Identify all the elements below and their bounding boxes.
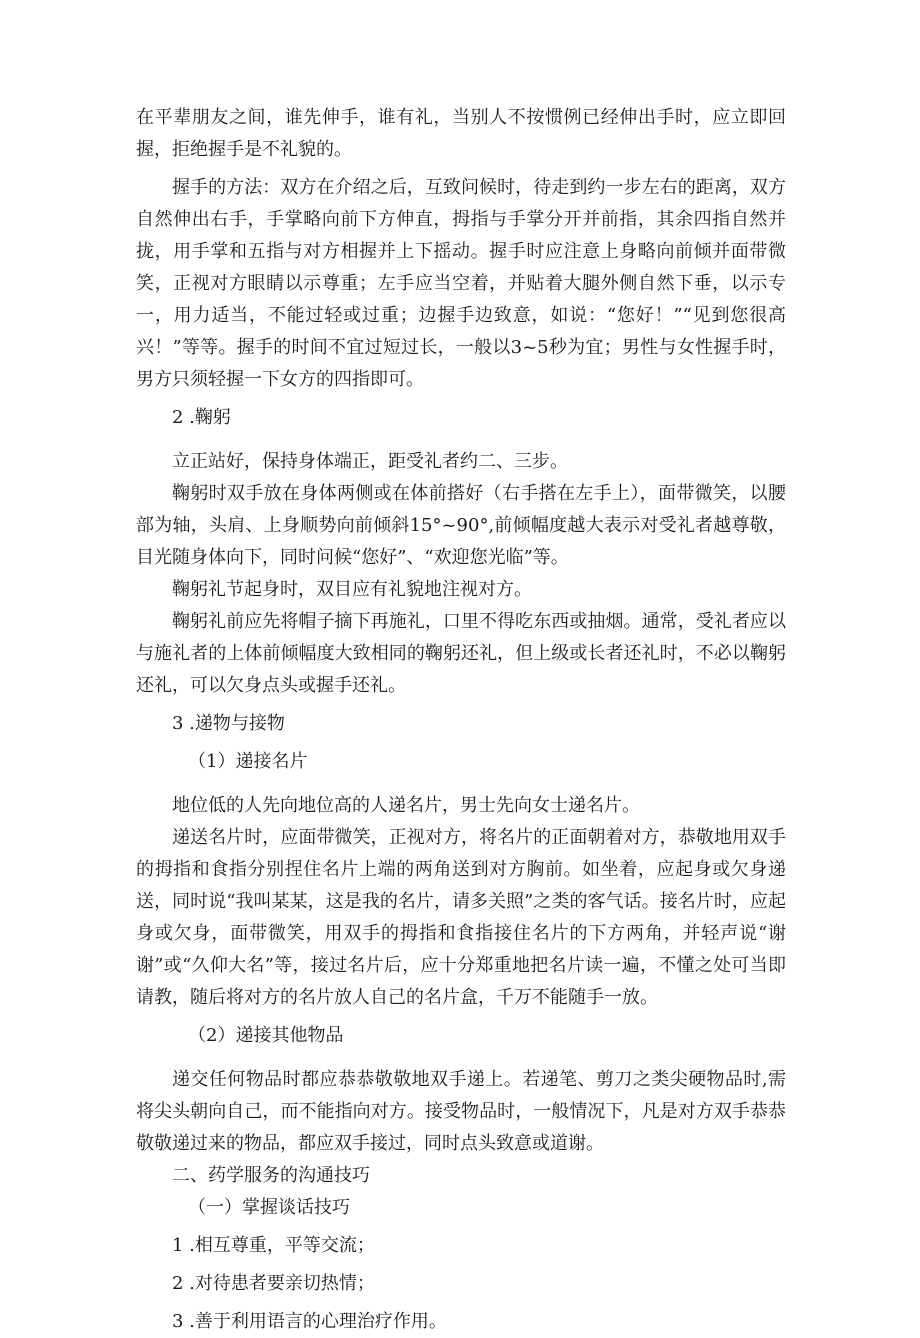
list-item-3: 3 .善于利用语言的心理治疗作用。 <box>172 1311 447 1332</box>
subheading-business-card: （1）递接名片 <box>188 751 308 772</box>
paragraph-handshake-method: 握手的方法：双方在介绍之后，互致问候时，待走到约一步左右的距离，双方自然伸出右手，手掌略向前下方伸直，拇指与手掌分开并前指，其余四指自然并拢，用手掌和五指与对方相握并上下摇动。握手时应注意上身略向前倾并面带微笑，正视对方眼睛以示尊重；左手应当空着，并贴着大腿外侧自然下垂，以示专一，用力适当，不能过轻或过重；边握手边致意，如说：“您好！”“见到您很高兴！”等等。握手的时间不宜过短过长，一般以3~5秒为宜；男性与女性握手时，男方只须轻握一下女方的四指即可。 <box>136 177 786 390</box>
section-heading-communication: 二、药学服务的沟通技巧 <box>172 1165 370 1186</box>
paragraph-bow-stance: 立正站好，保持身体端正，距受礼者约二、三步。 <box>172 451 568 472</box>
paragraph-card-order: 地位低的人先向地位高的人递名片，男士先向女士递名片。 <box>172 795 640 816</box>
list-item-2: 2 .对待患者要亲切热情； <box>172 1273 375 1294</box>
subheading-other-items: （2）递接其他物品 <box>188 1025 344 1046</box>
paragraph-handshake-etiquette: 在平辈朋友之间，谁先伸手，谁有礼，当别人不按惯例已经伸出手时，应立即回握，拒绝握手是不礼貌的。 <box>136 107 786 160</box>
heading-hand-over: 3 .递物与接物 <box>172 713 285 734</box>
list-item-1: 1 .相互尊重，平等交流； <box>172 1235 375 1256</box>
paragraph-other-items: 递交任何物品时都应恭恭敬敬地双手递上。若递笔、剪刀之类尖硬物品时,需将尖头朝向自己，而不能指向对方。接受物品时，一般情况下，凡是对方双手恭恭敬敬递过来的物品，都应双手接过，同时点头致意或道谢。 <box>136 1069 786 1154</box>
paragraph-card-method: 递送名片时，应面带微笑，正视对方，将名片的正面朝着对方，恭敬地用双手的拇指和食指分别捏住名片上端的两角送到对方胸前。如坐着，应起身或欠身递送，同时说“我叫某某，这是我的名片，请多关照”之类的客气话。接名片时，应起身或欠身，面带微笑，用双手的拇指和食指接住名片的下方两角，并轻声说“谢谢”或“久仰大名”等，接过名片后，应十分郑重地把名片读一遍，不懂之处可当即请教，随后将对方的名片放人自己的名片盒，千万不能随手一放。 <box>136 827 786 1008</box>
paragraph-bow-return: 鞠躬礼前应先将帽子摘下再施礼，口里不得吃东西或抽烟。通常，受礼者应以与施礼者的上体前倾幅度大致相同的鞠躬还礼，但上级或长者还礼时，不必以鞠躬还礼，可以欠身点头或握手还礼。 <box>136 611 786 696</box>
paragraph-bow-rise: 鞠躬礼节起身时，双目应有礼貌地注视对方。 <box>172 579 532 600</box>
heading-bow: 2 .鞠躬 <box>172 407 231 428</box>
subheading-conversation-skills: （一）掌握谈话技巧 <box>188 1197 350 1218</box>
document-page <box>136 102 786 1338</box>
paragraph-bow-method: 鞠躬时双手放在身体两侧或在体前搭好（右手搭在左手上），面带微笑，以腰部为轴，头肩、上身顺势向前倾斜15°~90°,前倾幅度越大表示对受礼者越尊敬，目光随身体向下，同时问候“您好”、“欢迎您光临”等。 <box>136 483 786 568</box>
